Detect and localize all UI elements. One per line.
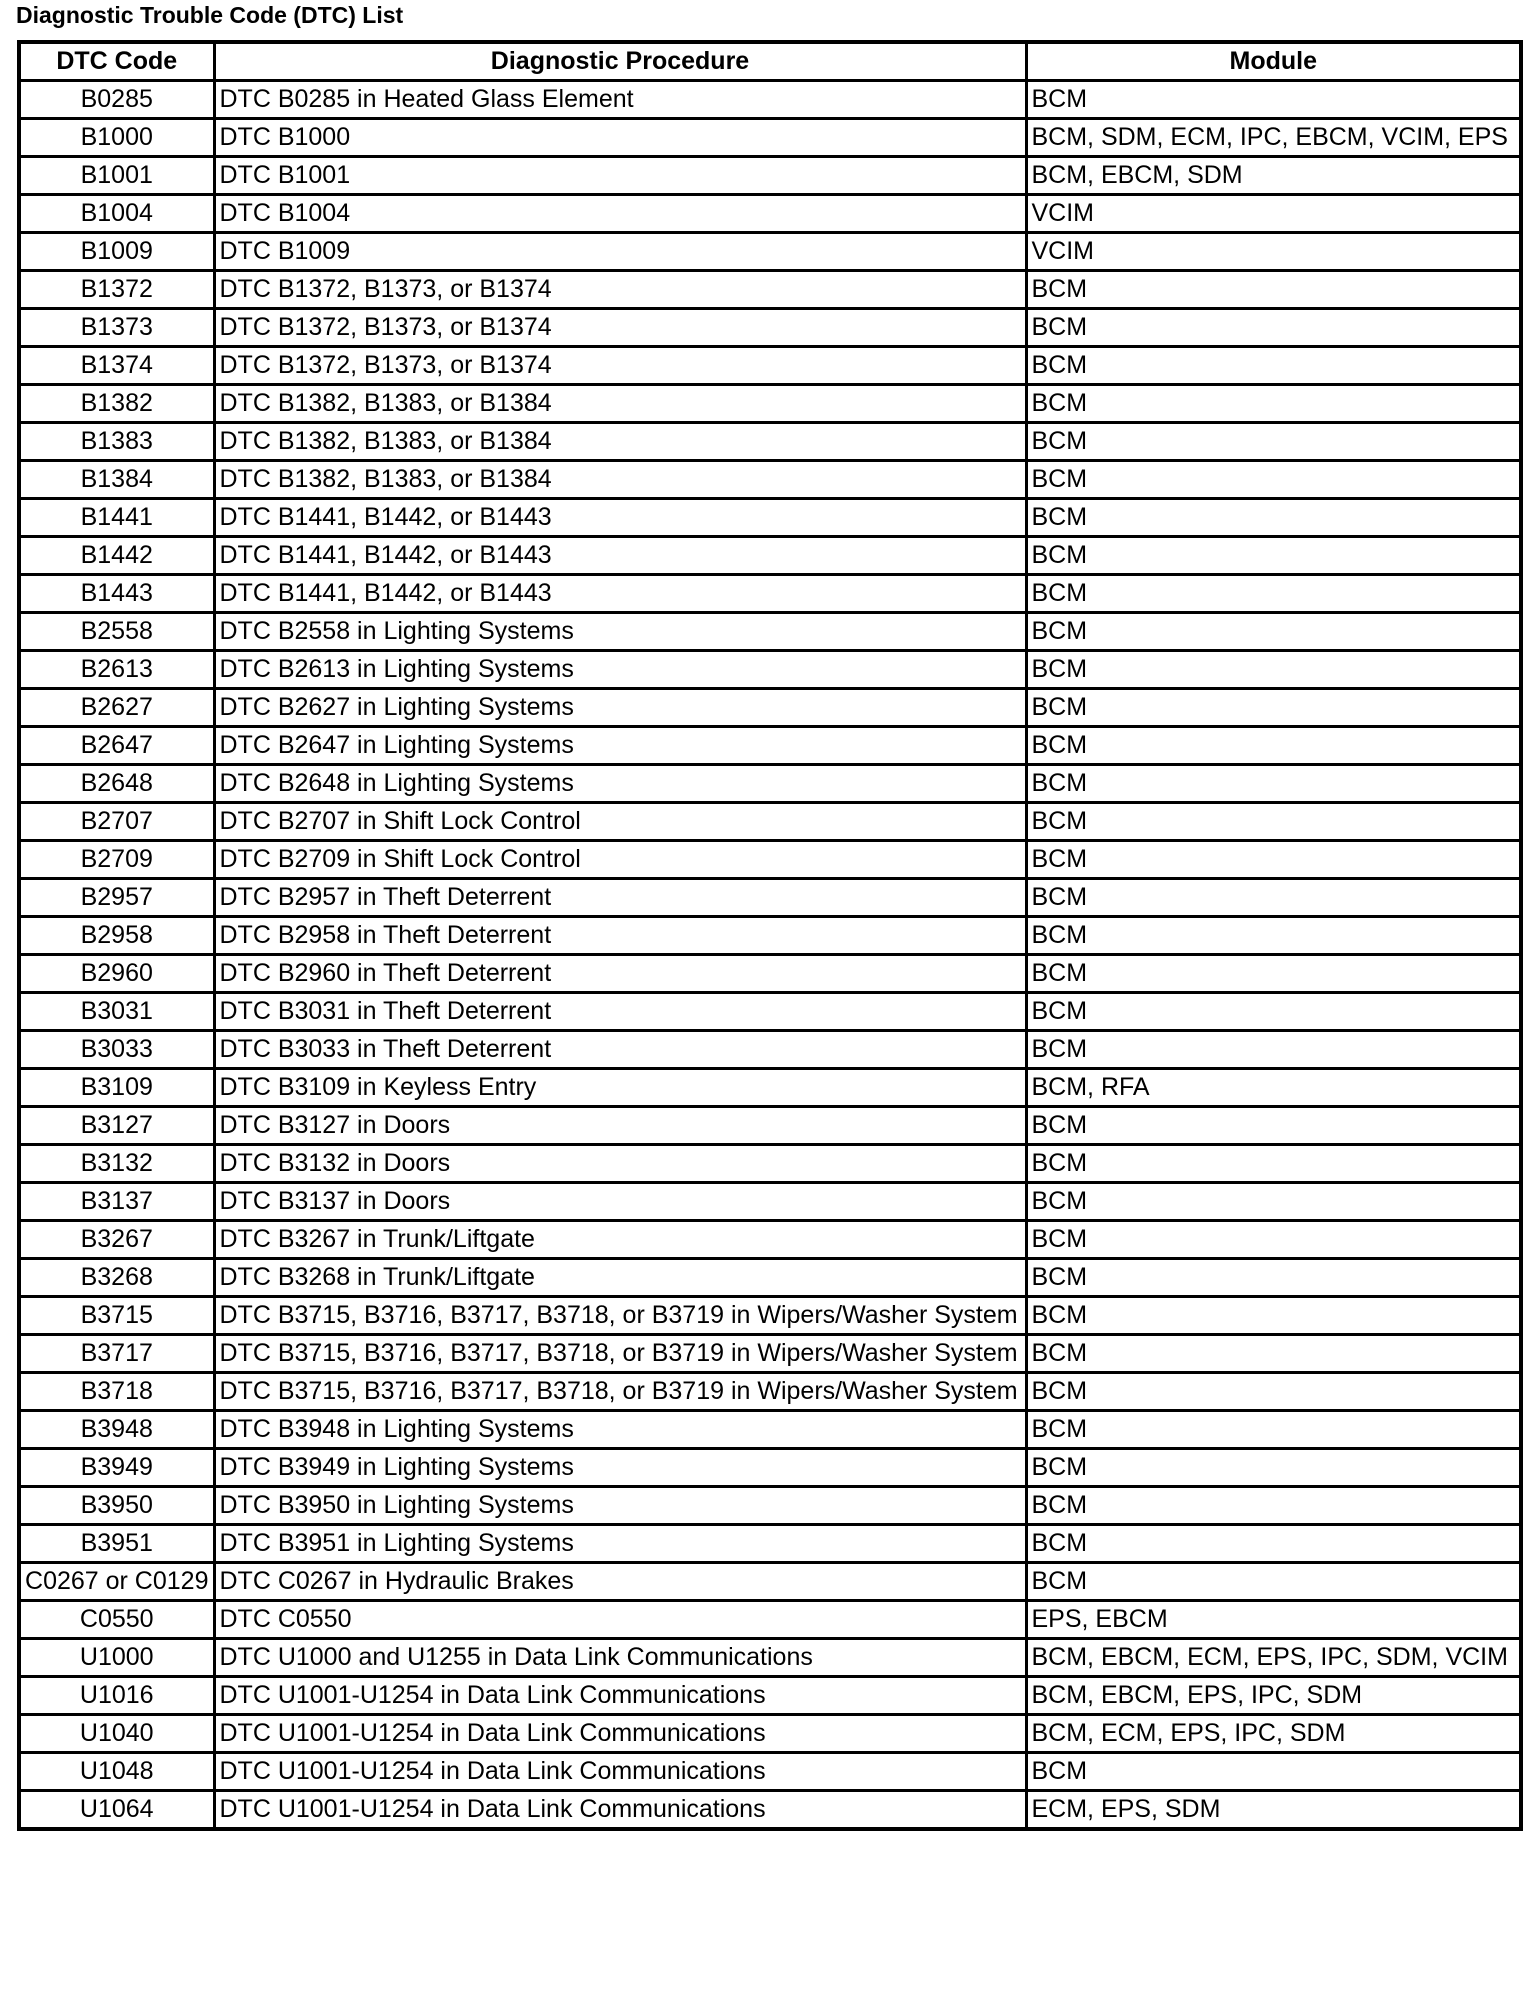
diagnostic-procedure-cell: DTC B3948 in Lighting Systems (214, 1411, 1026, 1449)
dtc-code-cell: B3717 (19, 1335, 214, 1373)
module-cell: BCM (1026, 575, 1521, 613)
diagnostic-procedure-cell: DTC B2958 in Theft Deterrent (214, 917, 1026, 955)
dtc-code-cell: C0267 or C0129 (19, 1563, 214, 1601)
dtc-code-cell: B2958 (19, 917, 214, 955)
table-row (19, 613, 1521, 651)
module-cell: BCM (1026, 499, 1521, 537)
diagnostic-procedure-cell: DTC B2613 in Lighting Systems (214, 651, 1026, 689)
module-cell: BCM, EBCM, EPS, IPC, SDM (1026, 1677, 1521, 1715)
table-row (19, 917, 1521, 955)
table-row (19, 1563, 1521, 1601)
diagnostic-procedure-cell: DTC U1001-U1254 in Data Link Communications (214, 1715, 1026, 1753)
module-cell: BCM (1026, 1563, 1521, 1601)
module-cell: BCM (1026, 1183, 1521, 1221)
header-diagnostic-procedure: Diagnostic Procedure (214, 42, 1026, 81)
table-row (19, 1183, 1521, 1221)
diagnostic-procedure-cell: DTC B3127 in Doors (214, 1107, 1026, 1145)
diagnostic-procedure-cell: DTC B3949 in Lighting Systems (214, 1449, 1026, 1487)
dtc-code-cell: B3031 (19, 993, 214, 1031)
table-row (19, 119, 1521, 157)
diagnostic-procedure-cell: DTC B3951 in Lighting Systems (214, 1525, 1026, 1563)
diagnostic-procedure-cell: DTC C0267 in Hydraulic Brakes (214, 1563, 1026, 1601)
module-cell: BCM (1026, 537, 1521, 575)
diagnostic-procedure-cell: DTC B2558 in Lighting Systems (214, 613, 1026, 651)
table-row (19, 1525, 1521, 1563)
table-row (19, 385, 1521, 423)
module-cell: BCM (1026, 1259, 1521, 1297)
module-cell: BCM, ECM, EPS, IPC, SDM (1026, 1715, 1521, 1753)
dtc-code-cell: B3715 (19, 1297, 214, 1335)
dtc-code-cell: B3137 (19, 1183, 214, 1221)
table-row (19, 347, 1521, 385)
table-row (19, 1069, 1521, 1107)
module-cell: BCM (1026, 385, 1521, 423)
module-cell: BCM (1026, 1525, 1521, 1563)
diagnostic-procedure-cell: DTC B3137 in Doors (214, 1183, 1026, 1221)
dtc-code-cell: U1048 (19, 1753, 214, 1791)
dtc-code-cell: B3951 (19, 1525, 214, 1563)
dtc-code-cell: B3268 (19, 1259, 214, 1297)
table-row (19, 1487, 1521, 1525)
diagnostic-procedure-cell: DTC B3267 in Trunk/Liftgate (214, 1221, 1026, 1259)
diagnostic-procedure-cell: DTC B2707 in Shift Lock Control (214, 803, 1026, 841)
module-cell: BCM (1026, 271, 1521, 309)
diagnostic-procedure-cell: DTC B1441, B1442, or B1443 (214, 499, 1026, 537)
diagnostic-procedure-cell: DTC B2709 in Shift Lock Control (214, 841, 1026, 879)
module-cell: BCM (1026, 841, 1521, 879)
table-row (19, 1677, 1521, 1715)
module-cell: BCM (1026, 309, 1521, 347)
module-cell: VCIM (1026, 195, 1521, 233)
module-cell: BCM, RFA (1026, 1069, 1521, 1107)
dtc-code-cell: B3718 (19, 1373, 214, 1411)
diagnostic-procedure-cell: DTC C0550 (214, 1601, 1026, 1639)
dtc-table (17, 40, 1523, 1831)
module-cell: BCM (1026, 1145, 1521, 1183)
dtc-code-cell: B3949 (19, 1449, 214, 1487)
table-row (19, 1639, 1521, 1677)
table-row (19, 765, 1521, 803)
dtc-code-cell: B2648 (19, 765, 214, 803)
module-cell: BCM (1026, 651, 1521, 689)
module-cell: BCM (1026, 879, 1521, 917)
table-row (19, 955, 1521, 993)
diagnostic-procedure-cell: DTC B1372, B1373, or B1374 (214, 309, 1026, 347)
diagnostic-procedure-cell: DTC U1001-U1254 in Data Link Communications (214, 1753, 1026, 1791)
table-header (19, 42, 1521, 81)
header-dtc-code: DTC Code (19, 42, 214, 81)
dtc-code-cell: B1442 (19, 537, 214, 575)
module-cell: BCM (1026, 993, 1521, 1031)
module-cell: BCM, SDM, ECM, IPC, EBCM, VCIM, EPS (1026, 119, 1521, 157)
table-row (19, 727, 1521, 765)
module-cell: BCM (1026, 613, 1521, 651)
dtc-code-cell: B3948 (19, 1411, 214, 1449)
table-row (19, 271, 1521, 309)
dtc-code-cell: B1382 (19, 385, 214, 423)
table-row (19, 1107, 1521, 1145)
dtc-code-cell: C0550 (19, 1601, 214, 1639)
page-title: Diagnostic Trouble Code (DTC) List (16, 2, 404, 28)
table-row (19, 461, 1521, 499)
dtc-code-cell: B2558 (19, 613, 214, 651)
module-cell: BCM (1026, 1107, 1521, 1145)
diagnostic-procedure-cell: DTC B1382, B1383, or B1384 (214, 461, 1026, 499)
table-row (19, 841, 1521, 879)
dtc-code-cell: B3950 (19, 1487, 214, 1525)
dtc-code-cell: B2613 (19, 651, 214, 689)
diagnostic-procedure-cell: DTC B1001 (214, 157, 1026, 195)
module-cell: BCM (1026, 1031, 1521, 1069)
dtc-code-cell: B2960 (19, 955, 214, 993)
module-cell: BCM (1026, 1221, 1521, 1259)
table-row (19, 1145, 1521, 1183)
table-row (19, 689, 1521, 727)
module-cell: BCM (1026, 955, 1521, 993)
dtc-code-cell: B3109 (19, 1069, 214, 1107)
module-cell: BCM (1026, 727, 1521, 765)
diagnostic-procedure-cell: DTC B3715, B3716, B3717, B3718, or B3719 in Wipers/Washer System (214, 1297, 1026, 1335)
diagnostic-procedure-cell: DTC U1001-U1254 in Data Link Communications (214, 1677, 1026, 1715)
diagnostic-procedure-cell: DTC B1441, B1442, or B1443 (214, 537, 1026, 575)
module-cell: BCM (1026, 1487, 1521, 1525)
diagnostic-procedure-cell: DTC B2960 in Theft Deterrent (214, 955, 1026, 993)
diagnostic-procedure-cell: DTC B1000 (214, 119, 1026, 157)
module-cell: BCM (1026, 1373, 1521, 1411)
dtc-code-cell: B1373 (19, 309, 214, 347)
dtc-code-cell: U1064 (19, 1791, 214, 1830)
diagnostic-procedure-cell: DTC B3950 in Lighting Systems (214, 1487, 1026, 1525)
module-cell: BCM (1026, 1335, 1521, 1373)
diagnostic-procedure-cell: DTC B1382, B1383, or B1384 (214, 385, 1026, 423)
module-cell: EPS, EBCM (1026, 1601, 1521, 1639)
table-row (19, 1753, 1521, 1791)
table-row (19, 1411, 1521, 1449)
dtc-code-cell: B1001 (19, 157, 214, 195)
dtc-code-cell: B3033 (19, 1031, 214, 1069)
table-body (19, 81, 1521, 1830)
diagnostic-procedure-cell: DTC B2627 in Lighting Systems (214, 689, 1026, 727)
table-row (19, 309, 1521, 347)
table-row (19, 1715, 1521, 1753)
module-cell: BCM, EBCM, ECM, EPS, IPC, SDM, VCIM (1026, 1639, 1521, 1677)
dtc-code-cell: B0285 (19, 81, 214, 119)
diagnostic-procedure-cell: DTC B2957 in Theft Deterrent (214, 879, 1026, 917)
table-row (19, 1221, 1521, 1259)
diagnostic-procedure-cell: DTC B3715, B3716, B3717, B3718, or B3719 in Wipers/Washer System (214, 1335, 1026, 1373)
table-row (19, 1297, 1521, 1335)
diagnostic-procedure-cell: DTC B1009 (214, 233, 1026, 271)
dtc-code-cell: B3127 (19, 1107, 214, 1145)
diagnostic-procedure-cell: DTC B3109 in Keyless Entry (214, 1069, 1026, 1107)
module-cell: BCM (1026, 689, 1521, 727)
table-row (19, 1791, 1521, 1830)
module-cell: BCM (1026, 1449, 1521, 1487)
table-row (19, 423, 1521, 461)
dtc-code-cell: B2709 (19, 841, 214, 879)
diagnostic-procedure-cell: DTC U1001-U1254 in Data Link Communications (214, 1791, 1026, 1830)
diagnostic-procedure-cell: DTC B1004 (214, 195, 1026, 233)
diagnostic-procedure-cell: DTC B1372, B1373, or B1374 (214, 347, 1026, 385)
dtc-code-cell: B2707 (19, 803, 214, 841)
dtc-code-cell: U1016 (19, 1677, 214, 1715)
module-cell: BCM (1026, 803, 1521, 841)
dtc-code-cell: B2957 (19, 879, 214, 917)
module-cell: BCM, EBCM, SDM (1026, 157, 1521, 195)
table-row (19, 537, 1521, 575)
table-row (19, 1031, 1521, 1069)
diagnostic-procedure-cell: DTC B3715, B3716, B3717, B3718, or B3719 in Wipers/Washer System (214, 1373, 1026, 1411)
diagnostic-procedure-cell: DTC B2648 in Lighting Systems (214, 765, 1026, 803)
dtc-code-cell: B1384 (19, 461, 214, 499)
module-cell: ECM, EPS, SDM (1026, 1791, 1521, 1830)
dtc-code-cell: B1372 (19, 271, 214, 309)
module-cell: BCM (1026, 1753, 1521, 1791)
dtc-code-cell: B2647 (19, 727, 214, 765)
diagnostic-procedure-cell: DTC B3132 in Doors (214, 1145, 1026, 1183)
dtc-code-cell: B3267 (19, 1221, 214, 1259)
table-row (19, 879, 1521, 917)
table-row (19, 233, 1521, 271)
table-row (19, 1259, 1521, 1297)
table-row (19, 575, 1521, 613)
module-cell: BCM (1026, 81, 1521, 119)
diagnostic-procedure-cell: DTC B1441, B1442, or B1443 (214, 575, 1026, 613)
table-row (19, 651, 1521, 689)
header-module: Module (1026, 42, 1521, 81)
dtc-code-cell: B3132 (19, 1145, 214, 1183)
table-row (19, 1335, 1521, 1373)
table-row (19, 1449, 1521, 1487)
table-row (19, 157, 1521, 195)
header-row (19, 42, 1521, 81)
diagnostic-procedure-cell: DTC B2647 in Lighting Systems (214, 727, 1026, 765)
module-cell: BCM (1026, 1297, 1521, 1335)
module-cell: BCM (1026, 423, 1521, 461)
dtc-code-cell: B1374 (19, 347, 214, 385)
dtc-code-cell: U1000 (19, 1639, 214, 1677)
dtc-code-cell: B1383 (19, 423, 214, 461)
diagnostic-procedure-cell: DTC B0285 in Heated Glass Element (214, 81, 1026, 119)
diagnostic-procedure-cell: DTC B3031 in Theft Deterrent (214, 993, 1026, 1031)
module-cell: VCIM (1026, 233, 1521, 271)
dtc-code-cell: B1441 (19, 499, 214, 537)
table-row (19, 1373, 1521, 1411)
dtc-code-cell: U1040 (19, 1715, 214, 1753)
diagnostic-procedure-cell: DTC B1372, B1373, or B1374 (214, 271, 1026, 309)
dtc-code-cell: B1009 (19, 233, 214, 271)
diagnostic-procedure-cell: DTC U1000 and U1255 in Data Link Communications (214, 1639, 1026, 1677)
dtc-code-cell: B1443 (19, 575, 214, 613)
module-cell: BCM (1026, 1411, 1521, 1449)
diagnostic-procedure-cell: DTC B3033 in Theft Deterrent (214, 1031, 1026, 1069)
module-cell: BCM (1026, 765, 1521, 803)
table-row (19, 1601, 1521, 1639)
dtc-code-cell: B1004 (19, 195, 214, 233)
dtc-code-cell: B1000 (19, 119, 214, 157)
table-row (19, 81, 1521, 119)
table-row (19, 499, 1521, 537)
dtc-code-cell: B2627 (19, 689, 214, 727)
diagnostic-procedure-cell: DTC B3268 in Trunk/Liftgate (214, 1259, 1026, 1297)
table-row (19, 803, 1521, 841)
module-cell: BCM (1026, 347, 1521, 385)
module-cell: BCM (1026, 461, 1521, 499)
module-cell: BCM (1026, 917, 1521, 955)
table-row (19, 993, 1521, 1031)
diagnostic-procedure-cell: DTC B1382, B1383, or B1384 (214, 423, 1026, 461)
table-row (19, 195, 1521, 233)
